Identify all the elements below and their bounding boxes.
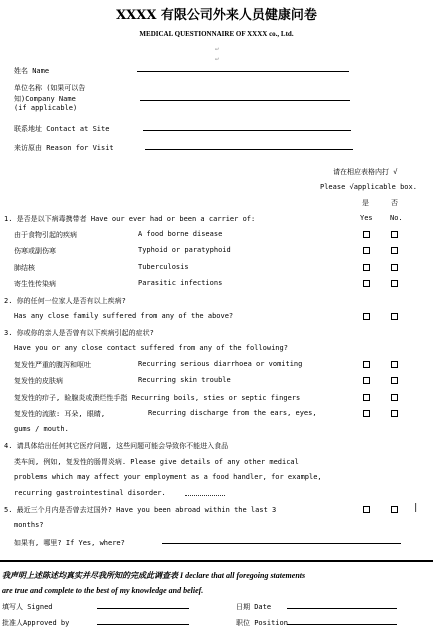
reason-label: 来访原由 Reason for Visit	[14, 144, 114, 152]
q3-gums-text: gums / mouth.	[14, 425, 69, 433]
q4-answer-field[interactable]	[185, 495, 225, 496]
declaration-line2: are true and complete to the best of my knowledge and belief.	[2, 586, 204, 595]
q1-item4-yes-checkbox[interactable]	[363, 280, 370, 287]
q4-text-line3: problems which may affect your employment as a food handler, for example,	[14, 473, 322, 481]
q3-text-cn: 3. 你或你的亲人是否曾有以下疾病引起的症状?	[4, 329, 154, 337]
q2-text-cn: 2. 你的任何一位家人是否有以上疾病?	[4, 297, 126, 305]
q3-item-cn: 复发性的皮肤病	[14, 377, 63, 385]
q1-item-cn: 由于食物引起的疾病	[14, 231, 77, 239]
q1-item-en: Parasitic infections	[138, 279, 223, 287]
q1-item-cn: 寄生性传染病	[14, 280, 56, 288]
q1-text: 1. 是否是以下病毒携带者 Have our ever had or been a carrier of:	[4, 215, 256, 223]
tick-instruction-cn: 请在相应表格内打 √	[333, 168, 398, 176]
page-title: XXXX 有限公司外来人员健康问卷	[116, 8, 317, 23]
signed-field[interactable]	[97, 608, 189, 609]
q3-item1-yes-checkbox[interactable]	[363, 361, 370, 368]
position-field[interactable]	[287, 624, 397, 625]
company-label-line2: 知)Company Name	[14, 95, 76, 103]
q1-item1-yes-checkbox[interactable]	[363, 231, 370, 238]
q3-item-cn: 复发性的疖子, 睑腺炎或溃烂性手指 Recurring boils, sties or septic fingers	[14, 394, 301, 402]
tick-instruction-en: Please √applicable box.	[320, 183, 417, 191]
q3-item-en: Recurring skin trouble	[138, 376, 231, 384]
company-field[interactable]	[140, 100, 350, 101]
reason-field[interactable]	[145, 149, 353, 150]
company-label-line3: (if applicable)	[14, 104, 78, 112]
q3-item3-no-checkbox[interactable]	[391, 394, 398, 401]
text-cursor: |	[413, 503, 419, 513]
q1-item-en: Tuberculosis	[138, 263, 189, 271]
q3-text-en: Have you or any close contact suffered from any of the following?	[14, 344, 288, 352]
q1-item1-no-checkbox[interactable]	[391, 231, 398, 238]
q1-item-cn: 肺结核	[14, 264, 35, 272]
name-label: 姓名 Name	[14, 67, 50, 75]
address-label: 联系地址 Contact at Site	[14, 125, 110, 133]
q3-item-en: Recurring discharge from the ears, eyes,	[148, 409, 317, 417]
address-field[interactable]	[143, 130, 351, 131]
q3-item3-yes-checkbox[interactable]	[363, 394, 370, 401]
q3-item-cn: 复发性严重的腹泻和呕吐	[14, 361, 91, 369]
section-divider	[0, 560, 433, 562]
q4-text-line1: 4. 请具体给出任何其它医疗问题, 这些问题可能会导致你不能进入食品	[4, 442, 229, 450]
yes-header-en: Yes	[360, 214, 373, 222]
q3-item-en: Recurring serious diarrhoea or vomiting	[138, 360, 303, 368]
q1-item2-no-checkbox[interactable]	[391, 247, 398, 254]
q2-yes-checkbox[interactable]	[363, 313, 370, 320]
q3-item4-no-checkbox[interactable]	[391, 410, 398, 417]
declaration-line1: 我声明上述陈述均真实并尽我所知的完成此调查表 I declare that all foregoing statements	[2, 571, 306, 580]
q3-item2-yes-checkbox[interactable]	[363, 377, 370, 384]
q5-no-checkbox[interactable]	[391, 506, 398, 513]
q1-item-en: A food borne disease	[138, 230, 223, 238]
yes-header-cn: 是	[362, 199, 369, 207]
page-subtitle: MEDICAL QUESTIONNAIRE OF XXXX co., Ltd.	[139, 30, 294, 38]
q1-item2-yes-checkbox[interactable]	[363, 247, 370, 254]
q5-text-line1: 5. 最近三个月内是否曾去过国外? Have you been abroad within the last 3	[4, 506, 277, 514]
approved-label: 批准人Approved by	[2, 619, 70, 627]
q5-text-line2: months?	[14, 521, 44, 529]
q2-text-en: Has any close family suffered from any of the above?	[14, 312, 234, 320]
q2-no-checkbox[interactable]	[391, 313, 398, 320]
q1-item-en: Typhoid or paratyphoid	[138, 246, 231, 254]
q1-item3-no-checkbox[interactable]	[391, 264, 398, 271]
position-label: 职位 Position	[236, 619, 288, 627]
q3-item4-yes-checkbox[interactable]	[363, 410, 370, 417]
q3-item2-no-checkbox[interactable]	[391, 377, 398, 384]
approved-field[interactable]	[97, 624, 189, 625]
paragraph-mark: ↵	[215, 55, 219, 62]
q5-where-field[interactable]	[162, 543, 401, 544]
q5-yes-checkbox[interactable]	[363, 506, 370, 513]
q5-where-label: 如果有, 哪里? If Yes, where?	[14, 539, 125, 547]
q4-text-line2: 类车间, 例如, 复发性的肠胃炎病. Please give details of any other medical	[14, 458, 299, 466]
no-header-cn: 否	[391, 199, 398, 207]
q1-item4-no-checkbox[interactable]	[391, 280, 398, 287]
q3-item-cn: 复发性的流脓: 耳朵, 眼睛,	[14, 410, 106, 418]
signed-label: 填写人 Signed	[2, 603, 53, 611]
paragraph-mark: ↵	[215, 45, 219, 52]
no-header-en: No.	[390, 214, 403, 222]
q1-item-cn: 伤寒或副伤寒	[14, 247, 56, 255]
date-label: 日期 Date	[236, 603, 272, 611]
q3-item1-no-checkbox[interactable]	[391, 361, 398, 368]
q1-item3-yes-checkbox[interactable]	[363, 264, 370, 271]
date-field[interactable]	[287, 608, 397, 609]
company-label-line1: 单位名称 (如果可以告	[14, 84, 86, 92]
q4-text-line4: recurring gastrointestinal disorder.	[14, 489, 166, 497]
name-field[interactable]	[137, 71, 349, 72]
